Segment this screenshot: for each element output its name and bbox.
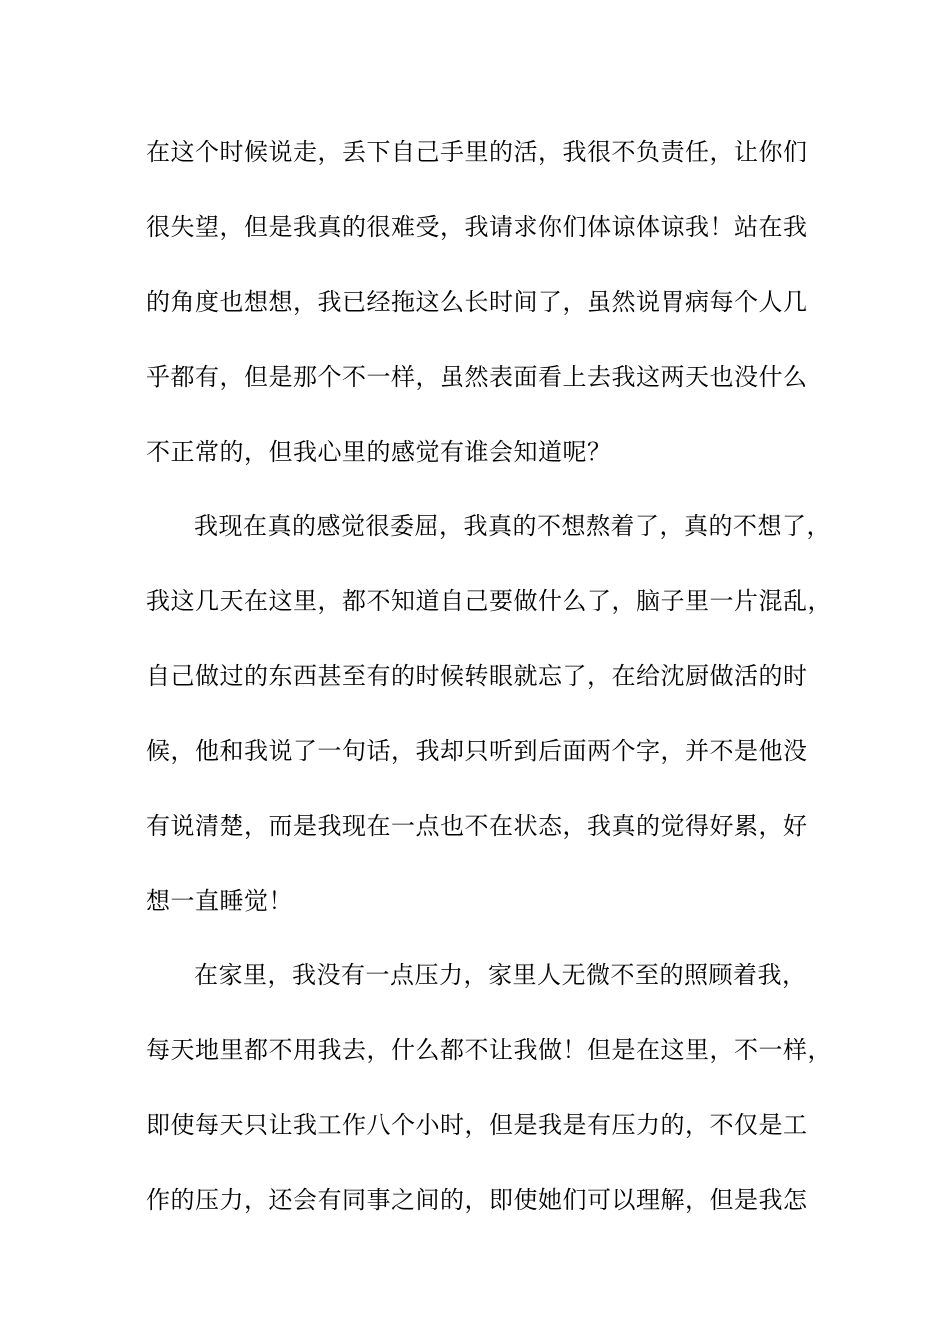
text-line: 不正常的，但我心里的感觉有谁会知道呢？ — [146, 438, 612, 466]
text-line: 候，他和我说了一句话，我却只听到后面两个字，并不是他没 — [146, 737, 808, 765]
text-line: 自己做过的东西甚至有的时候转眼就忘了，在给沈厨做活的时 — [146, 662, 808, 690]
text-line: 我这几天在这里，都不知道自己要做什么了，脑子里一片混乱， — [146, 587, 832, 615]
text-line: 想一直睡觉！ — [146, 887, 293, 915]
text-line: 即使每天只让我工作八个小时，但是我是有压力的，不仅是工 — [146, 1111, 808, 1139]
text-line: 在这个时候说走，丢下自己手里的活，我很不负责任，让你们 — [146, 138, 808, 166]
paragraph-start-line: 在家里，我没有一点压力，家里人无微不至的照顾着我， — [194, 961, 807, 989]
text-line: 有说清楚，而是我现在一点也不在状态，我真的觉得好累，好 — [146, 812, 808, 840]
text-line: 很失望，但是我真的很难受，我请求你们体谅体谅我！站在我 — [146, 213, 808, 241]
text-line: 乎都有，但是那个不一样，虽然表面看上去我这两天也没什么 — [146, 363, 808, 391]
paragraph-start-line: 我现在真的感觉很委屈，我真的不想熬着了，真的不想了， — [194, 512, 831, 540]
text-line: 作的压力，还会有同事之间的，即使她们可以理解，但是我怎 — [146, 1186, 808, 1214]
text-line: 的角度也想想，我已经拖这么长时间了，虽然说胃病每个人几 — [146, 288, 808, 316]
text-line: 每天地里都不用我去，什么都不让我做！但是在这里，不一样， — [146, 1036, 832, 1064]
